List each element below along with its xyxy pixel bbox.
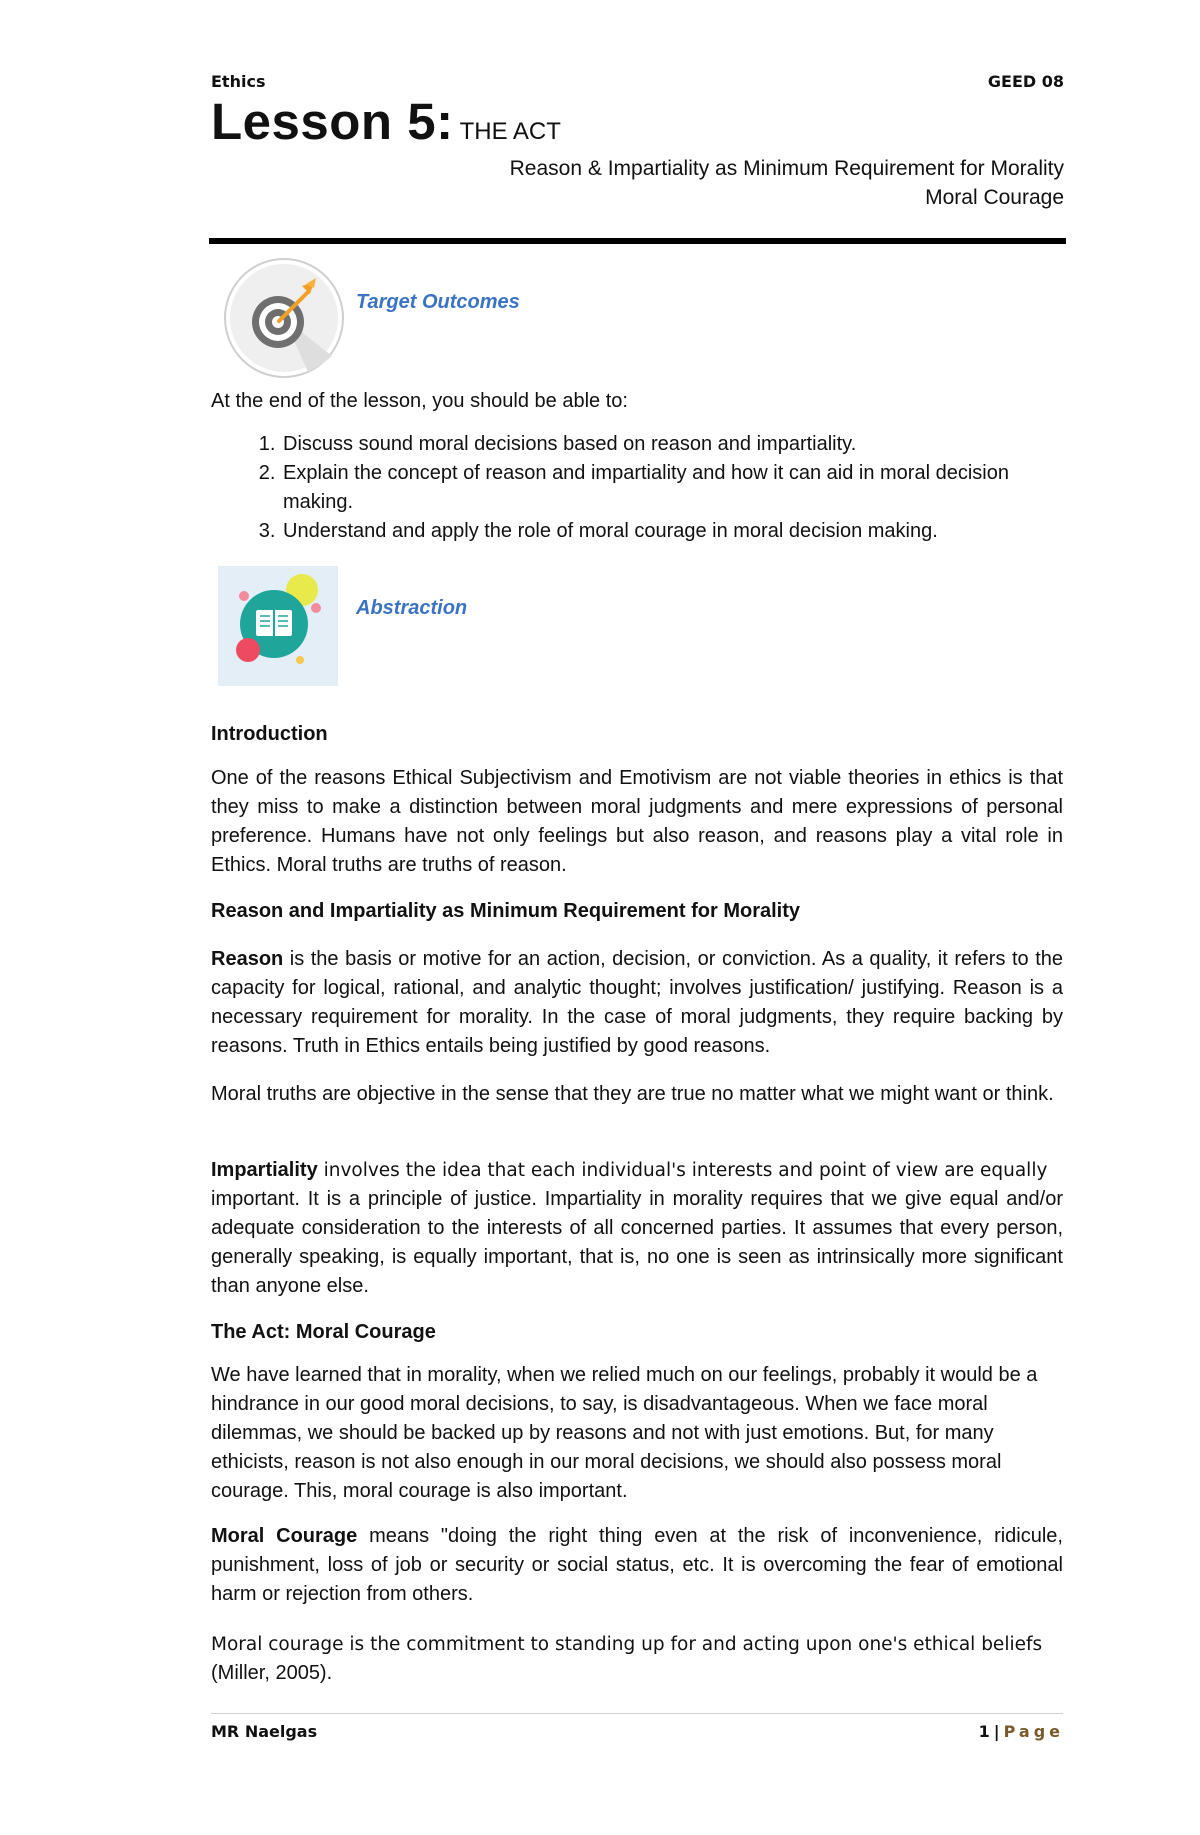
- page-number: 1: [978, 1722, 990, 1741]
- page-separator: |: [993, 1722, 1000, 1741]
- moral-courage-meaning: means "doing the right thing even at the risk of inconvenience, ridicule, punishment, loss of job or security or social status, etc. It is overcoming the fear of emotional harm or rejection from others.: [211, 1525, 1063, 1605]
- impartiality-definition: important. It is a principle of justice. Impartiality in morality requires that we give equal and/or adequate consideration to the interests of all concerned parties. It assumes that every person, generally speaking, is equally important, that is, no one is seen as intrinsically more significant than anyone else.: [211, 1188, 1063, 1297]
- reason-paragraph: [211, 945, 1063, 1061]
- impartiality-paragraph: [211, 1156, 1063, 1301]
- commitment-paragraph: [211, 1630, 1063, 1688]
- page-label: Page: [1003, 1722, 1064, 1741]
- introduction-heading: Introduction: [211, 723, 328, 745]
- header-divider: [209, 238, 1066, 244]
- objective-paragraph: Moral truths are objective in the sense that they are true no matter what we might want or think.: [211, 1083, 1054, 1105]
- subtitle-line-2: Moral Courage: [925, 186, 1064, 209]
- reason-term: Reason: [211, 948, 284, 970]
- outcomes-intro: At the end of the lesson, you should be able to:: [211, 390, 628, 412]
- footer-author: MR Naelgas: [211, 1722, 318, 1741]
- outcome-item-2: 2. Explain the concept of reason and impartiality and how it can aid in moral decision making.: [281, 459, 1063, 517]
- footer-page: [979, 1722, 1064, 1741]
- lesson-number: Lesson 5:: [211, 93, 454, 150]
- outcome-item-3: 3. Understand and apply the role of moral courage in moral decision making.: [281, 517, 1063, 546]
- moral-courage-term: Moral Courage: [211, 1525, 358, 1547]
- introduction-paragraph: One of the reasons Ethical Subjectivism and Emotivism are not viable theories in ethics is that they miss to make a distinction between moral judgments and mere expressions of personal preference. Humans have not only feelings but also reason, and reasons play a vital role in Ethics. Moral truths are truths of reason.: [211, 767, 1063, 876]
- lesson-title: [211, 92, 561, 151]
- header-course: Ethics: [211, 72, 266, 91]
- target-icon: [222, 256, 346, 380]
- abstraction-heading: Abstraction: [356, 597, 468, 619]
- book-icon: [218, 566, 338, 686]
- header-code: GEED 08: [987, 72, 1064, 91]
- commitment-lead: Moral courage is the commitment to standing up for and acting upon one's ethical beliefs: [211, 1634, 1043, 1655]
- moral-courage-definition: [211, 1522, 1063, 1609]
- reason-definition: is the basis or motive for an action, decision, or conviction. As a quality, it refers to the capacity for logical, rational, and analytic thought; involves justification/ justifying. Reason is a necessary requirement for morality. In the case of moral judgments, they require backing by reasons. Truth in Ethics entails being justified by good reasons.: [211, 948, 1063, 1057]
- impartiality-lead: involves the idea that each individual's interests and point of view are equally: [317, 1160, 1048, 1181]
- moral-courage-heading: The Act: Moral Courage: [211, 1321, 436, 1343]
- outcomes-list: [211, 430, 1063, 546]
- subtitle-line-1: Reason & Impartiality as Minimum Requirement for Morality: [509, 157, 1064, 180]
- target-outcomes-heading: Target Outcomes: [356, 291, 520, 313]
- commitment-citation: (Miller, 2005).: [211, 1662, 333, 1684]
- outcome-item-1: 1. Discuss sound moral decisions based on reason and impartiality.: [281, 430, 1063, 459]
- moral-courage-paragraph: We have learned that in morality, when we relied much on our feelings, probably it would be a hindrance in our good moral decisions, to say, is disadvantageous. When we face moral dilemmas, we should be backed up by reasons and not with just emotions. But, for many ethicists, reason is not also enough in our moral decisions, we should also possess moral courage. This, moral courage is also important.: [211, 1364, 1038, 1502]
- lesson-act: THE ACT: [459, 118, 561, 145]
- lesson-subtitles: [510, 154, 1064, 212]
- impartiality-term: Impartiality: [211, 1159, 318, 1181]
- reason-heading: Reason and Impartiality as Minimum Requirement for Morality: [211, 900, 801, 922]
- footer-divider: [211, 1713, 1063, 1714]
